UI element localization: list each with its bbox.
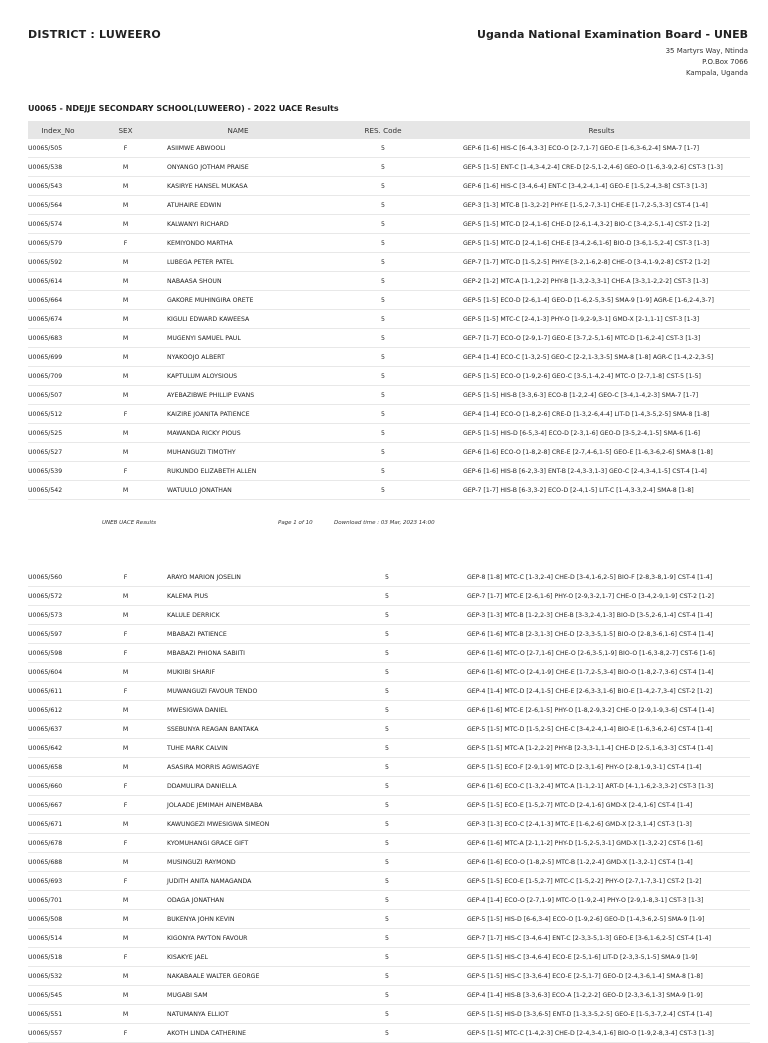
cell-res-code: 5 bbox=[313, 215, 453, 234]
cell-res-code: 5 bbox=[317, 568, 457, 587]
cell-results: GEP-3 [1-3] ECO-C [2-4,1-3] MTC-E [1-6,2-6] GMD-X [2-3,1-4] CST-3 [1-3] bbox=[457, 815, 750, 834]
cell-index-no: U0065/508 bbox=[28, 910, 88, 929]
cell-res-code: 5 bbox=[313, 272, 453, 291]
cell-sex: M bbox=[88, 967, 163, 986]
cell-name: MUSINGUZI RAYMOND bbox=[163, 853, 317, 872]
cell-name: MUGENYI SAMUEL PAUL bbox=[163, 329, 313, 348]
cell-results: GEP-8 [1-8] MTC-C [1-3,2-4] CHE-D [3-4,1-6,2-5] BIO-F [2-8,3-8,1-9] CST-4 [1-4] bbox=[457, 568, 750, 587]
table-row bbox=[28, 348, 750, 367]
cell-index-no: U0065/564 bbox=[28, 196, 88, 215]
cell-sex: F bbox=[88, 568, 163, 587]
cell-index-no: U0065/642 bbox=[28, 739, 88, 758]
cell-results: GEP-6 [1-6] MTC-B [2-3,1-3] CHE-D [2-3,3-5,1-5] BIO-O [2-8,3-6,1-6] CST-4 [1-4] bbox=[457, 625, 750, 644]
cell-sex: F bbox=[88, 796, 163, 815]
cell-index-no: U0065/637 bbox=[28, 720, 88, 739]
cell-index-no: U0065/611 bbox=[28, 682, 88, 701]
cell-sex: M bbox=[88, 481, 163, 500]
cell-index-no: U0065/518 bbox=[28, 948, 88, 967]
table-row bbox=[28, 462, 750, 481]
cell-name: JUDITH ANITA NAMAGANDA bbox=[163, 872, 317, 891]
cell-name: MBABAZI PHIONA SABIITI bbox=[163, 644, 317, 663]
table-row bbox=[28, 215, 750, 234]
cell-res-code: 5 bbox=[317, 701, 457, 720]
cell-sex: M bbox=[88, 891, 163, 910]
cell-res-code: 5 bbox=[313, 177, 453, 196]
cell-name: ATUHAIRE EDWIN bbox=[163, 196, 313, 215]
cell-name: MUKIIBI SHARIF bbox=[163, 663, 317, 682]
cell-res-code: 5 bbox=[317, 910, 457, 929]
cell-index-no: U0065/660 bbox=[28, 777, 88, 796]
cell-index-no: U0065/512 bbox=[28, 405, 88, 424]
cell-name: BUKENYA JOHN KEVIN bbox=[163, 910, 317, 929]
cell-sex: M bbox=[88, 348, 163, 367]
cell-sex: M bbox=[88, 272, 163, 291]
results-table-page-1 bbox=[28, 121, 750, 500]
cell-name: KAWUNGEZI MWESIGWA SIMEON bbox=[163, 815, 317, 834]
cell-sex: F bbox=[88, 834, 163, 853]
cell-index-no: U0065/597 bbox=[28, 625, 88, 644]
cell-res-code: 5 bbox=[313, 443, 453, 462]
table-row bbox=[28, 644, 750, 663]
cell-sex: M bbox=[88, 158, 163, 177]
cell-index-no: U0065/664 bbox=[28, 291, 88, 310]
cell-sex: M bbox=[88, 253, 163, 272]
cell-results: GEP-3 [1-3] MTC-B [1-2,2-3] CHE-B [3-3,2-4,1-3] BIO-D [3-5,2-6,1-4] CST-4 [1-4] bbox=[457, 606, 750, 625]
cell-index-no: U0065/573 bbox=[28, 606, 88, 625]
cell-name: NABAASA SHOUN bbox=[163, 272, 313, 291]
board-title: Uganda National Examination Board - UNEB bbox=[477, 28, 748, 41]
table-header-row bbox=[28, 121, 750, 139]
cell-res-code: 5 bbox=[317, 1024, 457, 1043]
cell-results: GEP-6 [1-6] HIS-B [6-2,3-3] ENT-B [2-4,3-3,1-3] GEO-C [2-4,3-4,1-5] CST-4 [1-4] bbox=[453, 462, 750, 481]
footer-doc-title: UNEB UACE Results bbox=[102, 520, 157, 526]
cell-name: DDAMULIRA DANIELLA bbox=[163, 777, 317, 796]
cell-name: MWESIGWA DANIEL bbox=[163, 701, 317, 720]
cell-name: TUHE MARK CALVIN bbox=[163, 739, 317, 758]
cell-index-no: U0065/507 bbox=[28, 386, 88, 405]
cell-index-no: U0065/532 bbox=[28, 967, 88, 986]
cell-name: KEMIYONDO MARTHA bbox=[163, 234, 313, 253]
table-row bbox=[28, 1024, 750, 1043]
table-row bbox=[28, 158, 750, 177]
cell-sex: F bbox=[88, 234, 163, 253]
cell-index-no: U0065/612 bbox=[28, 701, 88, 720]
cell-name: ASASIRA MORRIS AGWISAGYE bbox=[163, 758, 317, 777]
table-row bbox=[28, 606, 750, 625]
cell-name: NYAKOOJO ALBERT bbox=[163, 348, 313, 367]
cell-res-code: 5 bbox=[313, 310, 453, 329]
cell-results: GEP-5 [1-5] ECO-E [1-5,2-7] MTC-C [1-5,2-2] PHY-O [2-7,1-7,3-1] CST-2 [1-2] bbox=[457, 872, 750, 891]
table-row bbox=[28, 139, 750, 158]
cell-results: GEP-3 [1-3] MTC-B [1-3,2-2] PHY-E [1-5,2-7,3-1] CHE-E [1-7,2-5,3-3] CST-4 [1-4] bbox=[453, 196, 750, 215]
address-city: Kampala, Uganda bbox=[685, 69, 748, 77]
cell-sex: F bbox=[88, 139, 163, 158]
cell-name: ODAGA JONATHAN bbox=[163, 891, 317, 910]
board-address bbox=[666, 46, 748, 79]
cell-sex: M bbox=[88, 310, 163, 329]
cell-results: GEP-7 [1-7] HIS-B [6-3,3-2] ECO-D [2-4,1-5] LIT-C [1-4,3-3,2-4] SMA-8 [1-8] bbox=[453, 481, 750, 500]
cell-results: GEP-7 [1-7] MTC-E [2-6,1-6] PHY-O [2-9,3-2,1-7] CHE-O [3-4,2-9,1-9] CST-2 [1-2] bbox=[457, 587, 750, 606]
results-table-body bbox=[28, 139, 750, 500]
cell-results: GEP-6 [1-6] ECO-O [1-8,2-5] MTC-B [1-2,2-4] GMD-X [1-3,2-1] CST-4 [1-4] bbox=[457, 853, 750, 872]
cell-res-code: 5 bbox=[317, 663, 457, 682]
cell-name: AYEBAZIBWE PHILLIP EVANS bbox=[163, 386, 313, 405]
cell-index-no: U0065/667 bbox=[28, 796, 88, 815]
cell-name: KALEMA PIUS bbox=[163, 587, 317, 606]
cell-sex: M bbox=[88, 739, 163, 758]
cell-index-no: U0065/572 bbox=[28, 587, 88, 606]
cell-name: KALULE DERRICK bbox=[163, 606, 317, 625]
cell-name: KAIZIRE JOANITA PATIENCE bbox=[163, 405, 313, 424]
table-row bbox=[28, 424, 750, 443]
cell-index-no: U0065/574 bbox=[28, 215, 88, 234]
cell-results: GEP-6 [1-6] MTC-E [2-6,1-5] PHY-O [1-8,2-9,3-2] CHE-O [2-9,1-9,3-6] CST-4 [1-4] bbox=[457, 701, 750, 720]
table-row bbox=[28, 891, 750, 910]
cell-sex: M bbox=[88, 606, 163, 625]
cell-sex: F bbox=[88, 682, 163, 701]
cell-res-code: 5 bbox=[317, 644, 457, 663]
cell-res-code: 5 bbox=[317, 948, 457, 967]
cell-results: GEP-7 [1-7] MTC-D [1-5,2-5] PHY-E [3-2,1-6,2-8] CHE-O [3-4,1-9,2-8] CST-2 [1-2] bbox=[453, 253, 750, 272]
cell-name: KAPTULUM ALOYSIOUS bbox=[163, 367, 313, 386]
cell-results: GEP-4 [1-4] ECO-O [1-8,2-6] CRE-D [1-3,2-6,4-4] LIT-D [1-4,3-5,2-5] SMA-8 [1-8] bbox=[453, 405, 750, 424]
table-row bbox=[28, 196, 750, 215]
cell-sex: M bbox=[88, 367, 163, 386]
cell-results: GEP-5 [1-5] MTC-C [2-4,1-3] PHY-O [1-9,2-9,3-1] GMD-X [2-1,1-1] CST-3 [1-3] bbox=[453, 310, 750, 329]
cell-sex: M bbox=[88, 663, 163, 682]
cell-index-no: U0065/538 bbox=[28, 158, 88, 177]
column-header-sex: SEX bbox=[88, 121, 163, 139]
cell-name: MUHANGUZI TIMOTHY bbox=[163, 443, 313, 462]
cell-name: MUWANGUZI FAVOUR TENDO bbox=[163, 682, 317, 701]
cell-index-no: U0065/527 bbox=[28, 443, 88, 462]
cell-index-no: U0065/592 bbox=[28, 253, 88, 272]
table-row bbox=[28, 967, 750, 986]
cell-res-code: 5 bbox=[313, 462, 453, 481]
cell-index-no: U0065/701 bbox=[28, 891, 88, 910]
cell-sex: F bbox=[88, 1024, 163, 1043]
cell-sex: M bbox=[88, 386, 163, 405]
cell-res-code: 5 bbox=[317, 891, 457, 910]
cell-name: AKOTH LINDA CATHERINE bbox=[163, 1024, 317, 1043]
cell-name: ASIIMWE ABWOOLI bbox=[163, 139, 313, 158]
table-row bbox=[28, 405, 750, 424]
cell-results: GEP-6 [1-6] HIS-C [3-4,6-4] ENT-C [3-4,2-4,1-4] GEO-E [1-5,2-4,3-8] CST-3 [1-3] bbox=[453, 177, 750, 196]
footer-page-number: Page 1 of 10 bbox=[278, 520, 313, 526]
cell-res-code: 5 bbox=[313, 348, 453, 367]
table-row bbox=[28, 386, 750, 405]
cell-index-no: U0065/709 bbox=[28, 367, 88, 386]
table-row bbox=[28, 682, 750, 701]
table-row bbox=[28, 872, 750, 891]
table-row bbox=[28, 443, 750, 462]
column-header-name: NAME bbox=[163, 121, 313, 139]
cell-name: KASIRYE HANSEL MUKASA bbox=[163, 177, 313, 196]
table-row bbox=[28, 948, 750, 967]
cell-name: MBABAZI PATIENCE bbox=[163, 625, 317, 644]
cell-res-code: 5 bbox=[313, 424, 453, 443]
cell-results: GEP-6 [1-6] ECO-C [1-3,2-4] MTC-A [1-1,2-1] ART-D [4-1,1-6,2-3,3-2] CST-3 [1-3] bbox=[457, 777, 750, 796]
table-row bbox=[28, 720, 750, 739]
cell-res-code: 5 bbox=[317, 1005, 457, 1024]
cell-results: GEP-5 [1-5] MTC-C [1-4,2-3] CHE-D [2-4,3-4,1-6] BIO-O [1-9,2-8,3-4] CST-3 [1-3] bbox=[457, 1024, 750, 1043]
cell-index-no: U0065/614 bbox=[28, 272, 88, 291]
cell-name: KIGONYA PAYTON FAVOUR bbox=[163, 929, 317, 948]
cell-results: GEP-5 [1-5] HIS-D [6-6,3-4] ECO-O [1-9,2-6] GEO-D [1-4,3-6,2-5] SMA-9 [1-9] bbox=[457, 910, 750, 929]
cell-results: GEP-5 [1-5] HIS-C [3-4,6-4] ECO-E [2-5,1-6] LIT-D [2-3,3-5,1-5] SMA-9 [1-9] bbox=[457, 948, 750, 967]
cell-results: GEP-6 [1-6] HIS-C [6-4,3-3] ECO-O [2-7,1-7] GEO-E [1-6,3-6,2-4] SMA-7 [1-7] bbox=[453, 139, 750, 158]
cell-res-code: 5 bbox=[313, 253, 453, 272]
cell-res-code: 5 bbox=[313, 386, 453, 405]
cell-index-no: U0065/539 bbox=[28, 462, 88, 481]
cell-sex: M bbox=[88, 424, 163, 443]
cell-name: KALWANYI RICHARD bbox=[163, 215, 313, 234]
cell-res-code: 5 bbox=[313, 234, 453, 253]
table-row bbox=[28, 310, 750, 329]
table-row bbox=[28, 929, 750, 948]
cell-sex: F bbox=[88, 625, 163, 644]
table-row bbox=[28, 777, 750, 796]
results-table-page-2 bbox=[28, 568, 750, 1043]
results-table-body bbox=[28, 568, 750, 1043]
cell-res-code: 5 bbox=[317, 872, 457, 891]
table-row bbox=[28, 701, 750, 720]
cell-sex: M bbox=[88, 329, 163, 348]
cell-name: LUBEGA PETER PATEL bbox=[163, 253, 313, 272]
cell-results: GEP-5 [1-5] ENT-C [1-4,3-4,2-4] CRE-D [2-5,1-2,4-6] GEO-O [1-6,3-9,2-6] CST-3 [1-3] bbox=[453, 158, 750, 177]
cell-sex: F bbox=[88, 948, 163, 967]
cell-results: GEP-6 [1-6] ECO-O [1-8,2-8] CRE-E [2-7,4-6,1-5] GEO-E [1-6,3-6,2-6] SMA-8 [1-8] bbox=[453, 443, 750, 462]
cell-index-no: U0065/604 bbox=[28, 663, 88, 682]
cell-sex: M bbox=[88, 1005, 163, 1024]
cell-results: GEP-5 [1-5] HIS-B [3-3,6-3] ECO-B [1-2,2-4] GEO-C [3-4,1-4,2-3] SMA-7 [1-7] bbox=[453, 386, 750, 405]
table-row bbox=[28, 291, 750, 310]
cell-index-no: U0065/683 bbox=[28, 329, 88, 348]
cell-res-code: 5 bbox=[317, 929, 457, 948]
cell-res-code: 5 bbox=[317, 796, 457, 815]
cell-sex: F bbox=[88, 405, 163, 424]
cell-sex: M bbox=[88, 215, 163, 234]
cell-index-no: U0065/674 bbox=[28, 310, 88, 329]
cell-sex: M bbox=[88, 587, 163, 606]
table-row bbox=[28, 625, 750, 644]
cell-index-no: U0065/560 bbox=[28, 568, 88, 587]
cell-sex: F bbox=[88, 644, 163, 663]
column-header-res-code: RES. Code bbox=[313, 121, 453, 139]
cell-results: GEP-4 [1-4] ECO-C [1-3,2-5] GEO-C [2-2,1-3,3-5] SMA-8 [1-8] AGR-C [1-4,2-2,3-5] bbox=[453, 348, 750, 367]
cell-res-code: 5 bbox=[317, 739, 457, 758]
cell-results: GEP-5 [1-5] ECO-O [1-9,2-6] GEO-C [3-5,1-4,2-4] MTC-O [2-7,1-8] CST-5 [1-5] bbox=[453, 367, 750, 386]
cell-results: GEP-5 [1-5] ECO-F [2-9,1-9] MTC-D [2-3,1-6] PHY-O [2-8,1-9,3-1] CST-4 [1-4] bbox=[457, 758, 750, 777]
cell-index-no: U0065/598 bbox=[28, 644, 88, 663]
cell-res-code: 5 bbox=[313, 329, 453, 348]
cell-results: GEP-5 [1-5] MTC-D [1-5,2-5] CHE-C [3-4,2-4,1-4] BIO-E [1-6,3-6,2-6] CST-4 [1-4] bbox=[457, 720, 750, 739]
column-header-index: Index_No bbox=[28, 121, 88, 139]
cell-results: GEP-5 [1-5] MTC-D [2-4,1-6] CHE-D [2-6,1-4,3-2] BIO-C [3-4,2-5,1-4] CST-2 [1-2] bbox=[453, 215, 750, 234]
table-row bbox=[28, 663, 750, 682]
cell-name: KISAKYE JAEL bbox=[163, 948, 317, 967]
cell-res-code: 5 bbox=[313, 367, 453, 386]
cell-sex: M bbox=[88, 196, 163, 215]
cell-results: GEP-5 [1-5] HIS-D [6-5,3-4] ECO-D [2-3,1-6] GEO-D [3-5,2-4,1-5] SMA-6 [1-6] bbox=[453, 424, 750, 443]
cell-res-code: 5 bbox=[317, 587, 457, 606]
cell-res-code: 5 bbox=[317, 834, 457, 853]
footer-download-time: Download time : 03 Mar, 2023 14:00 bbox=[334, 520, 435, 526]
cell-results: GEP-6 [1-6] MTC-O [2-4,1-9] CHE-E [1-7,2-5,3-4] BIO-O [1-8,2-7,3-6] CST-4 [1-4] bbox=[457, 663, 750, 682]
school-results-title: U0065 - NDEJJE SECONDARY SCHOOL(LUWEERO) - 2022 UACE Results bbox=[28, 104, 339, 113]
cell-results: GEP-5 [1-5] MTC-A [1-2,2-2] PHY-B [2-3,3-1,1-4] CHE-D [2-5,1-6,3-3] CST-4 [1-4] bbox=[457, 739, 750, 758]
cell-res-code: 5 bbox=[313, 481, 453, 500]
cell-results: GEP-4 [1-4] MTC-D [2-4,1-5] CHE-E [2-6,3-3,1-6] BIO-E [1-4,2-7,3-4] CST-2 [1-2] bbox=[457, 682, 750, 701]
cell-index-no: U0065/678 bbox=[28, 834, 88, 853]
cell-sex: M bbox=[88, 758, 163, 777]
cell-res-code: 5 bbox=[317, 777, 457, 796]
cell-res-code: 5 bbox=[317, 720, 457, 739]
address-pobox: P.O.Box 7066 bbox=[702, 58, 748, 66]
cell-sex: M bbox=[88, 815, 163, 834]
table-row bbox=[28, 815, 750, 834]
cell-res-code: 5 bbox=[317, 967, 457, 986]
cell-sex: M bbox=[88, 177, 163, 196]
cell-sex: M bbox=[88, 986, 163, 1005]
cell-index-no: U0065/699 bbox=[28, 348, 88, 367]
cell-results: GEP-5 [1-5] HIS-D [3-3,6-5] ENT-D [1-3,3-5,2-5] GEO-E [1-5,3-7,2-4] CST-4 [1-4] bbox=[457, 1005, 750, 1024]
table-row bbox=[28, 758, 750, 777]
cell-res-code: 5 bbox=[313, 405, 453, 424]
cell-res-code: 5 bbox=[317, 815, 457, 834]
cell-index-no: U0065/514 bbox=[28, 929, 88, 948]
cell-index-no: U0065/688 bbox=[28, 853, 88, 872]
district-label: DISTRICT : LUWEERO bbox=[28, 28, 161, 41]
cell-name: KYOMUHANGI GRACE GIFT bbox=[163, 834, 317, 853]
table-row bbox=[28, 739, 750, 758]
cell-name: ARAYO MARION JOSELIN bbox=[163, 568, 317, 587]
cell-index-no: U0065/543 bbox=[28, 177, 88, 196]
cell-index-no: U0065/545 bbox=[28, 986, 88, 1005]
cell-index-no: U0065/671 bbox=[28, 815, 88, 834]
cell-results: GEP-5 [1-5] ECO-D [2-6,1-4] GEO-D [1-6,2-5,3-5] SMA-9 [1-9] AGR-E [1-6,2-4,3-7] bbox=[453, 291, 750, 310]
cell-name: NATUMANYA ELLIOT bbox=[163, 1005, 317, 1024]
cell-sex: F bbox=[88, 777, 163, 796]
table-row bbox=[28, 234, 750, 253]
cell-results: GEP-4 [1-4] ECO-O [2-7,1-9] MTC-O [1-9,2-4] PHY-O [2-9,1-8,3-1] CST-3 [1-3] bbox=[457, 891, 750, 910]
table-row bbox=[28, 253, 750, 272]
cell-results: GEP-2 [1-2] MTC-A [1-1,2-2] PHY-B [1-3,2-3,3-1] CHE-A [3-3,1-2,2-2] CST-3 [1-3] bbox=[453, 272, 750, 291]
cell-res-code: 5 bbox=[313, 196, 453, 215]
table-row bbox=[28, 834, 750, 853]
address-street: 35 Martyrs Way, Ntinda bbox=[665, 47, 748, 55]
cell-sex: M bbox=[88, 720, 163, 739]
cell-sex: F bbox=[88, 872, 163, 891]
cell-name: RUKUNDO ELIZABETH ALLEN bbox=[163, 462, 313, 481]
cell-sex: M bbox=[88, 929, 163, 948]
table-row bbox=[28, 481, 750, 500]
table-row bbox=[28, 587, 750, 606]
cell-name: KIGULI EDWARD KAWEESA bbox=[163, 310, 313, 329]
table-row bbox=[28, 568, 750, 587]
cell-index-no: U0065/693 bbox=[28, 872, 88, 891]
cell-index-no: U0065/557 bbox=[28, 1024, 88, 1043]
cell-results: GEP-5 [1-5] HIS-C [3-3,6-4] ECO-E [2-5,1-7] GEO-D [2-4,3-6,1-4] SMA-8 [1-8] bbox=[457, 967, 750, 986]
cell-res-code: 5 bbox=[317, 758, 457, 777]
cell-name: NAKABAALE WALTER GEORGE bbox=[163, 967, 317, 986]
cell-sex: M bbox=[88, 291, 163, 310]
cell-index-no: U0065/525 bbox=[28, 424, 88, 443]
table-row bbox=[28, 910, 750, 929]
cell-index-no: U0065/505 bbox=[28, 139, 88, 158]
cell-res-code: 5 bbox=[313, 158, 453, 177]
cell-name: SSEBUNYA REAGAN BANTAKA bbox=[163, 720, 317, 739]
cell-res-code: 5 bbox=[317, 625, 457, 644]
cell-res-code: 5 bbox=[317, 853, 457, 872]
cell-sex: F bbox=[88, 462, 163, 481]
cell-index-no: U0065/579 bbox=[28, 234, 88, 253]
cell-res-code: 5 bbox=[317, 606, 457, 625]
cell-name: JOLAADE JEMIMAH AINEMBABA bbox=[163, 796, 317, 815]
cell-results: GEP-5 [1-5] MTC-D [2-4,1-6] CHE-E [3-4,2-6,1-6] BIO-D [3-6,1-5,2-4] CST-3 [1-3] bbox=[453, 234, 750, 253]
column-header-results: Results bbox=[453, 121, 750, 139]
table-row bbox=[28, 367, 750, 386]
table-row bbox=[28, 272, 750, 291]
cell-index-no: U0065/542 bbox=[28, 481, 88, 500]
table-row bbox=[28, 796, 750, 815]
cell-name: WATUULO JONATHAN bbox=[163, 481, 313, 500]
cell-results: GEP-4 [1-4] HIS-B [3-3,6-3] ECO-A [1-2,2-2] GEO-D [2-3,3-6,1-3] SMA-9 [1-9] bbox=[457, 986, 750, 1005]
cell-name: MUGABI SAM bbox=[163, 986, 317, 1005]
cell-res-code: 5 bbox=[313, 139, 453, 158]
cell-sex: M bbox=[88, 443, 163, 462]
cell-results: GEP-5 [1-5] ECO-E [1-5,2-7] MTC-D [2-4,1-6] GMD-X [2-4,1-6] CST-4 [1-4] bbox=[457, 796, 750, 815]
cell-results: GEP-7 [1-7] ECO-O [2-9,1-7] GEO-E [3-7,2-5,1-6] MTC-D [1-6,2-4] CST-3 [1-3] bbox=[453, 329, 750, 348]
cell-res-code: 5 bbox=[313, 291, 453, 310]
cell-results: GEP-6 [1-6] MTC-A [2-1,1-2] PHY-D [1-5,2-5,3-1] GMD-X [1-3,2-2] CST-6 [1-6] bbox=[457, 834, 750, 853]
cell-results: GEP-6 [1-6] MTC-O [2-7,1-6] CHE-O [2-6,3-5,1-9] BIO-O [1-6,3-8,2-7] CST-6 [1-6] bbox=[457, 644, 750, 663]
cell-index-no: U0065/658 bbox=[28, 758, 88, 777]
cell-sex: M bbox=[88, 910, 163, 929]
cell-results: GEP-7 [1-7] HIS-C [3-4,6-4] ENT-C [2-3,3-5,1-3] GEO-E [3-6,1-6,2-5] CST-4 [1-4] bbox=[457, 929, 750, 948]
table-row bbox=[28, 329, 750, 348]
cell-sex: M bbox=[88, 853, 163, 872]
cell-name: ONYANGO JOTHAM PRAISE bbox=[163, 158, 313, 177]
cell-index-no: U0065/551 bbox=[28, 1005, 88, 1024]
cell-sex: M bbox=[88, 701, 163, 720]
table-row bbox=[28, 177, 750, 196]
cell-res-code: 5 bbox=[317, 682, 457, 701]
cell-res-code: 5 bbox=[317, 986, 457, 1005]
cell-name: GAKORE MUHINGIRA ORETE bbox=[163, 291, 313, 310]
table-row bbox=[28, 1005, 750, 1024]
table-row bbox=[28, 853, 750, 872]
cell-name: MAWANDA RICKY PIOUS bbox=[163, 424, 313, 443]
table-row bbox=[28, 986, 750, 1005]
